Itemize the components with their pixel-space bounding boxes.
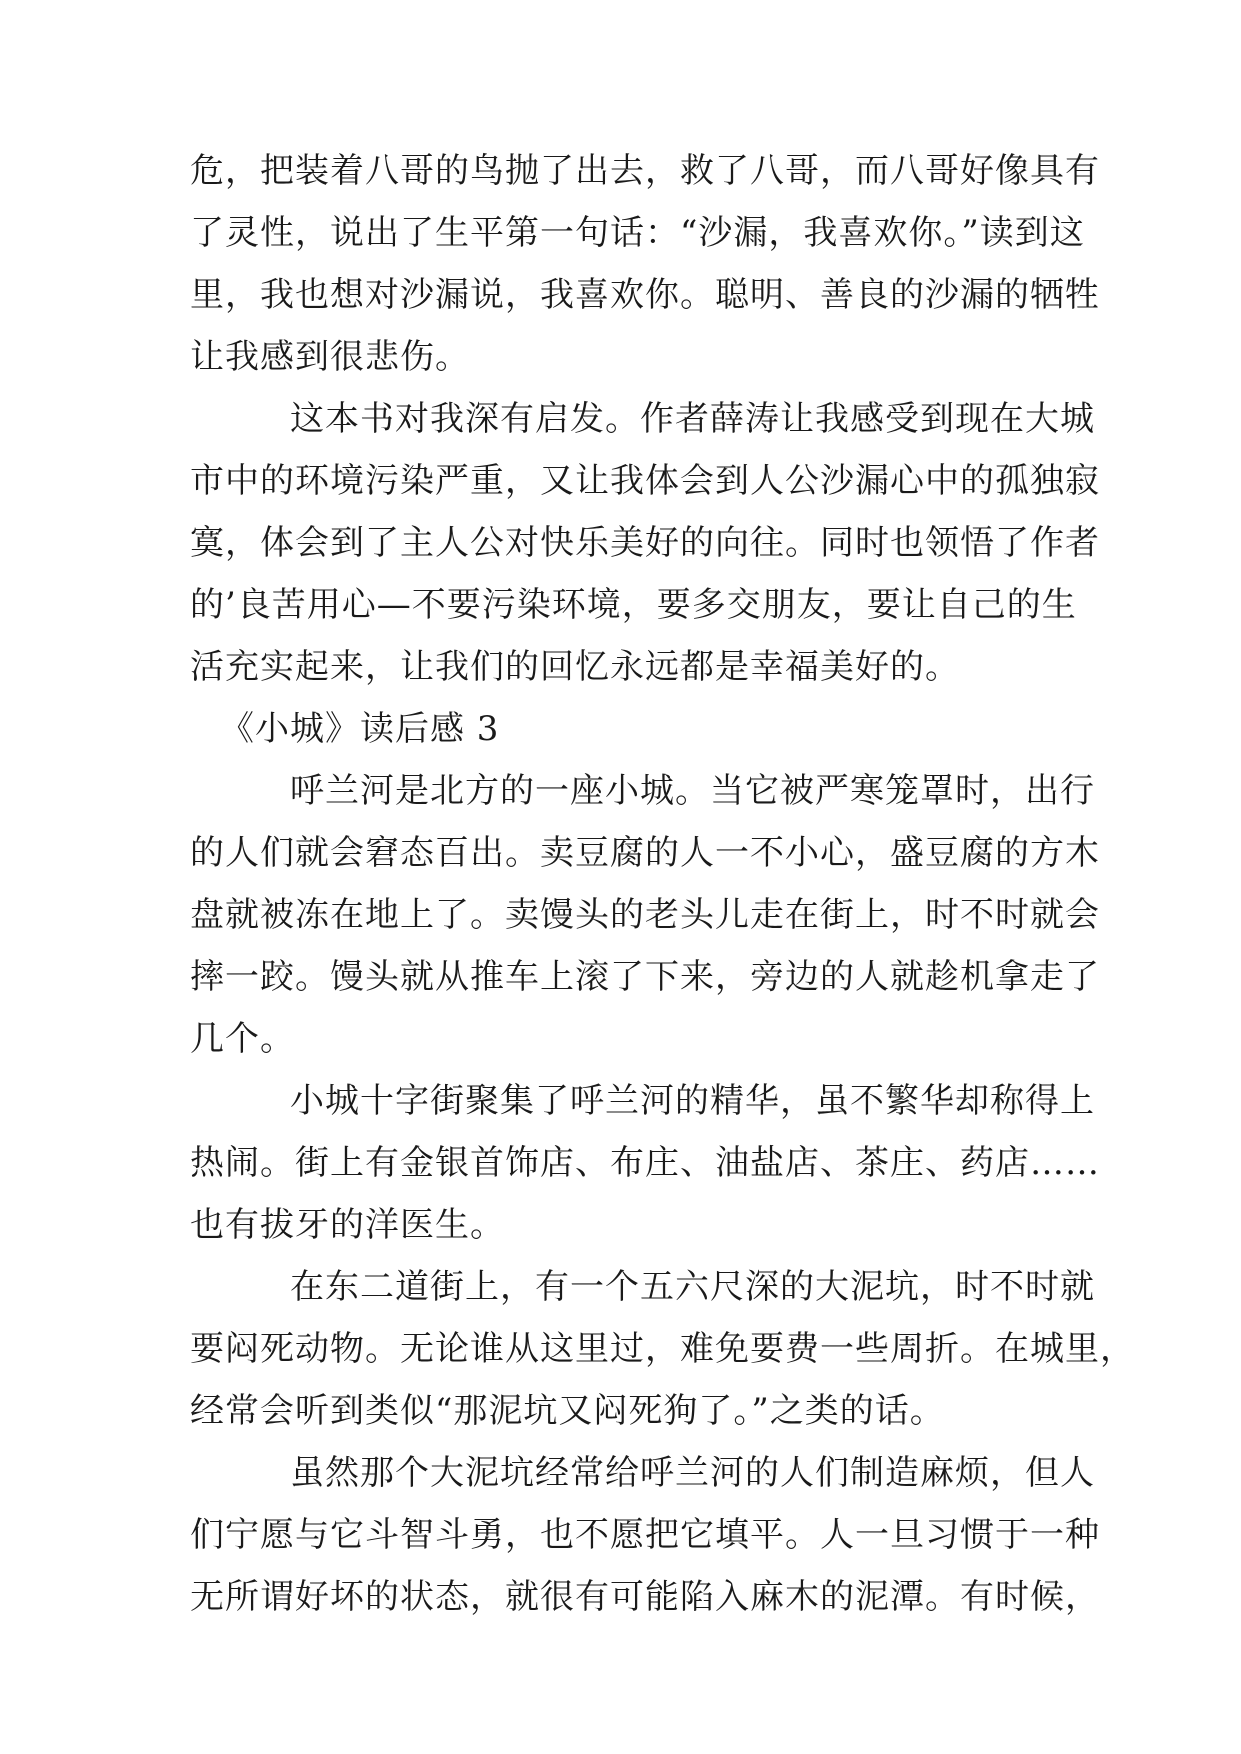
text-line: 呼兰河是北方的一座小城。当它被严寒笼罩时，出行 [290, 771, 1095, 811]
text-line: 几个。 [190, 1019, 295, 1059]
text-line: 寞，体会到了主人公对快乐美好的向往。同时也领悟了作者 [190, 523, 1100, 563]
document-body [190, 140, 1135, 1628]
text-line: 里，我也想对沙漏说，我喜欢你。聪明、善良的沙漏的牺牲 [190, 275, 1100, 315]
text-line: 让我感到很悲伤。 [190, 337, 470, 377]
text-line: 活充实起来，让我们的回忆永远都是幸福美好的。 [190, 647, 960, 687]
paragraph [190, 140, 1100, 388]
paragraph [190, 760, 1100, 1070]
text-line: 们宁愿与它斗智斗勇，也不愿把它填平。人一旦习惯于一种 [190, 1515, 1100, 1555]
text-line: 无所谓好坏的状态，就很有可能陷入麻木的泥潭。有时候， [190, 1577, 1100, 1617]
text-line: 的人们就会窘态百出。卖豆腐的人一不小心，盛豆腐的方木 [190, 833, 1100, 873]
paragraph [190, 1256, 1135, 1442]
text-line: 在东二道街上，有一个五六尺深的大泥坑，时不时就 [290, 1267, 1095, 1307]
text-line: 摔一跤。馒头就从推车上滚了下来，旁边的人就趁机拿走了 [190, 957, 1100, 997]
text-line: 虽然那个大泥坑经常给呼兰河的人们制造麻烦，但人 [290, 1453, 1095, 1493]
text-line: 也有拔牙的洋医生。 [190, 1205, 505, 1245]
text-line: 要闷死动物。无论谁从这里过，难免要费一些周折。在城里， [190, 1329, 1135, 1369]
text-line: 小城十字街聚集了呼兰河的精华，虽不繁华却称得上 [290, 1081, 1095, 1121]
text-line: 热闹。街上有金银首饰店、布庄、油盐店、茶庄、药店…… [190, 1143, 1100, 1183]
section-heading [190, 698, 1060, 760]
text-line: 盘就被冻在地上了。卖馒头的老头儿走在街上，时不时就会 [190, 895, 1100, 935]
paragraph [190, 1070, 1100, 1256]
paragraph [190, 388, 1100, 698]
text-line: 市中的环境污染严重，又让我体会到人公沙漏心中的孤独寂 [190, 461, 1100, 501]
text-line: 经常会听到类似“那泥坑又闷死狗了。”之类的话。 [190, 1391, 945, 1431]
text-line: 了灵性，说出了生平第一句话：“沙漏，我喜欢你。”读到这 [190, 213, 1085, 253]
text-line: 这本书对我深有启发。作者薛涛让我感受到现在大城 [290, 399, 1095, 439]
heading-text: 《小城》读后感 3 [220, 709, 500, 749]
text-line: 的’良苦用心—不要污染环境，要多交朋友，要让自己的生 [190, 585, 1077, 625]
paragraph [190, 1442, 1100, 1628]
text-line: 危，把装着八哥的鸟抛了出去，救了八哥，而八哥好像具有 [190, 151, 1100, 191]
